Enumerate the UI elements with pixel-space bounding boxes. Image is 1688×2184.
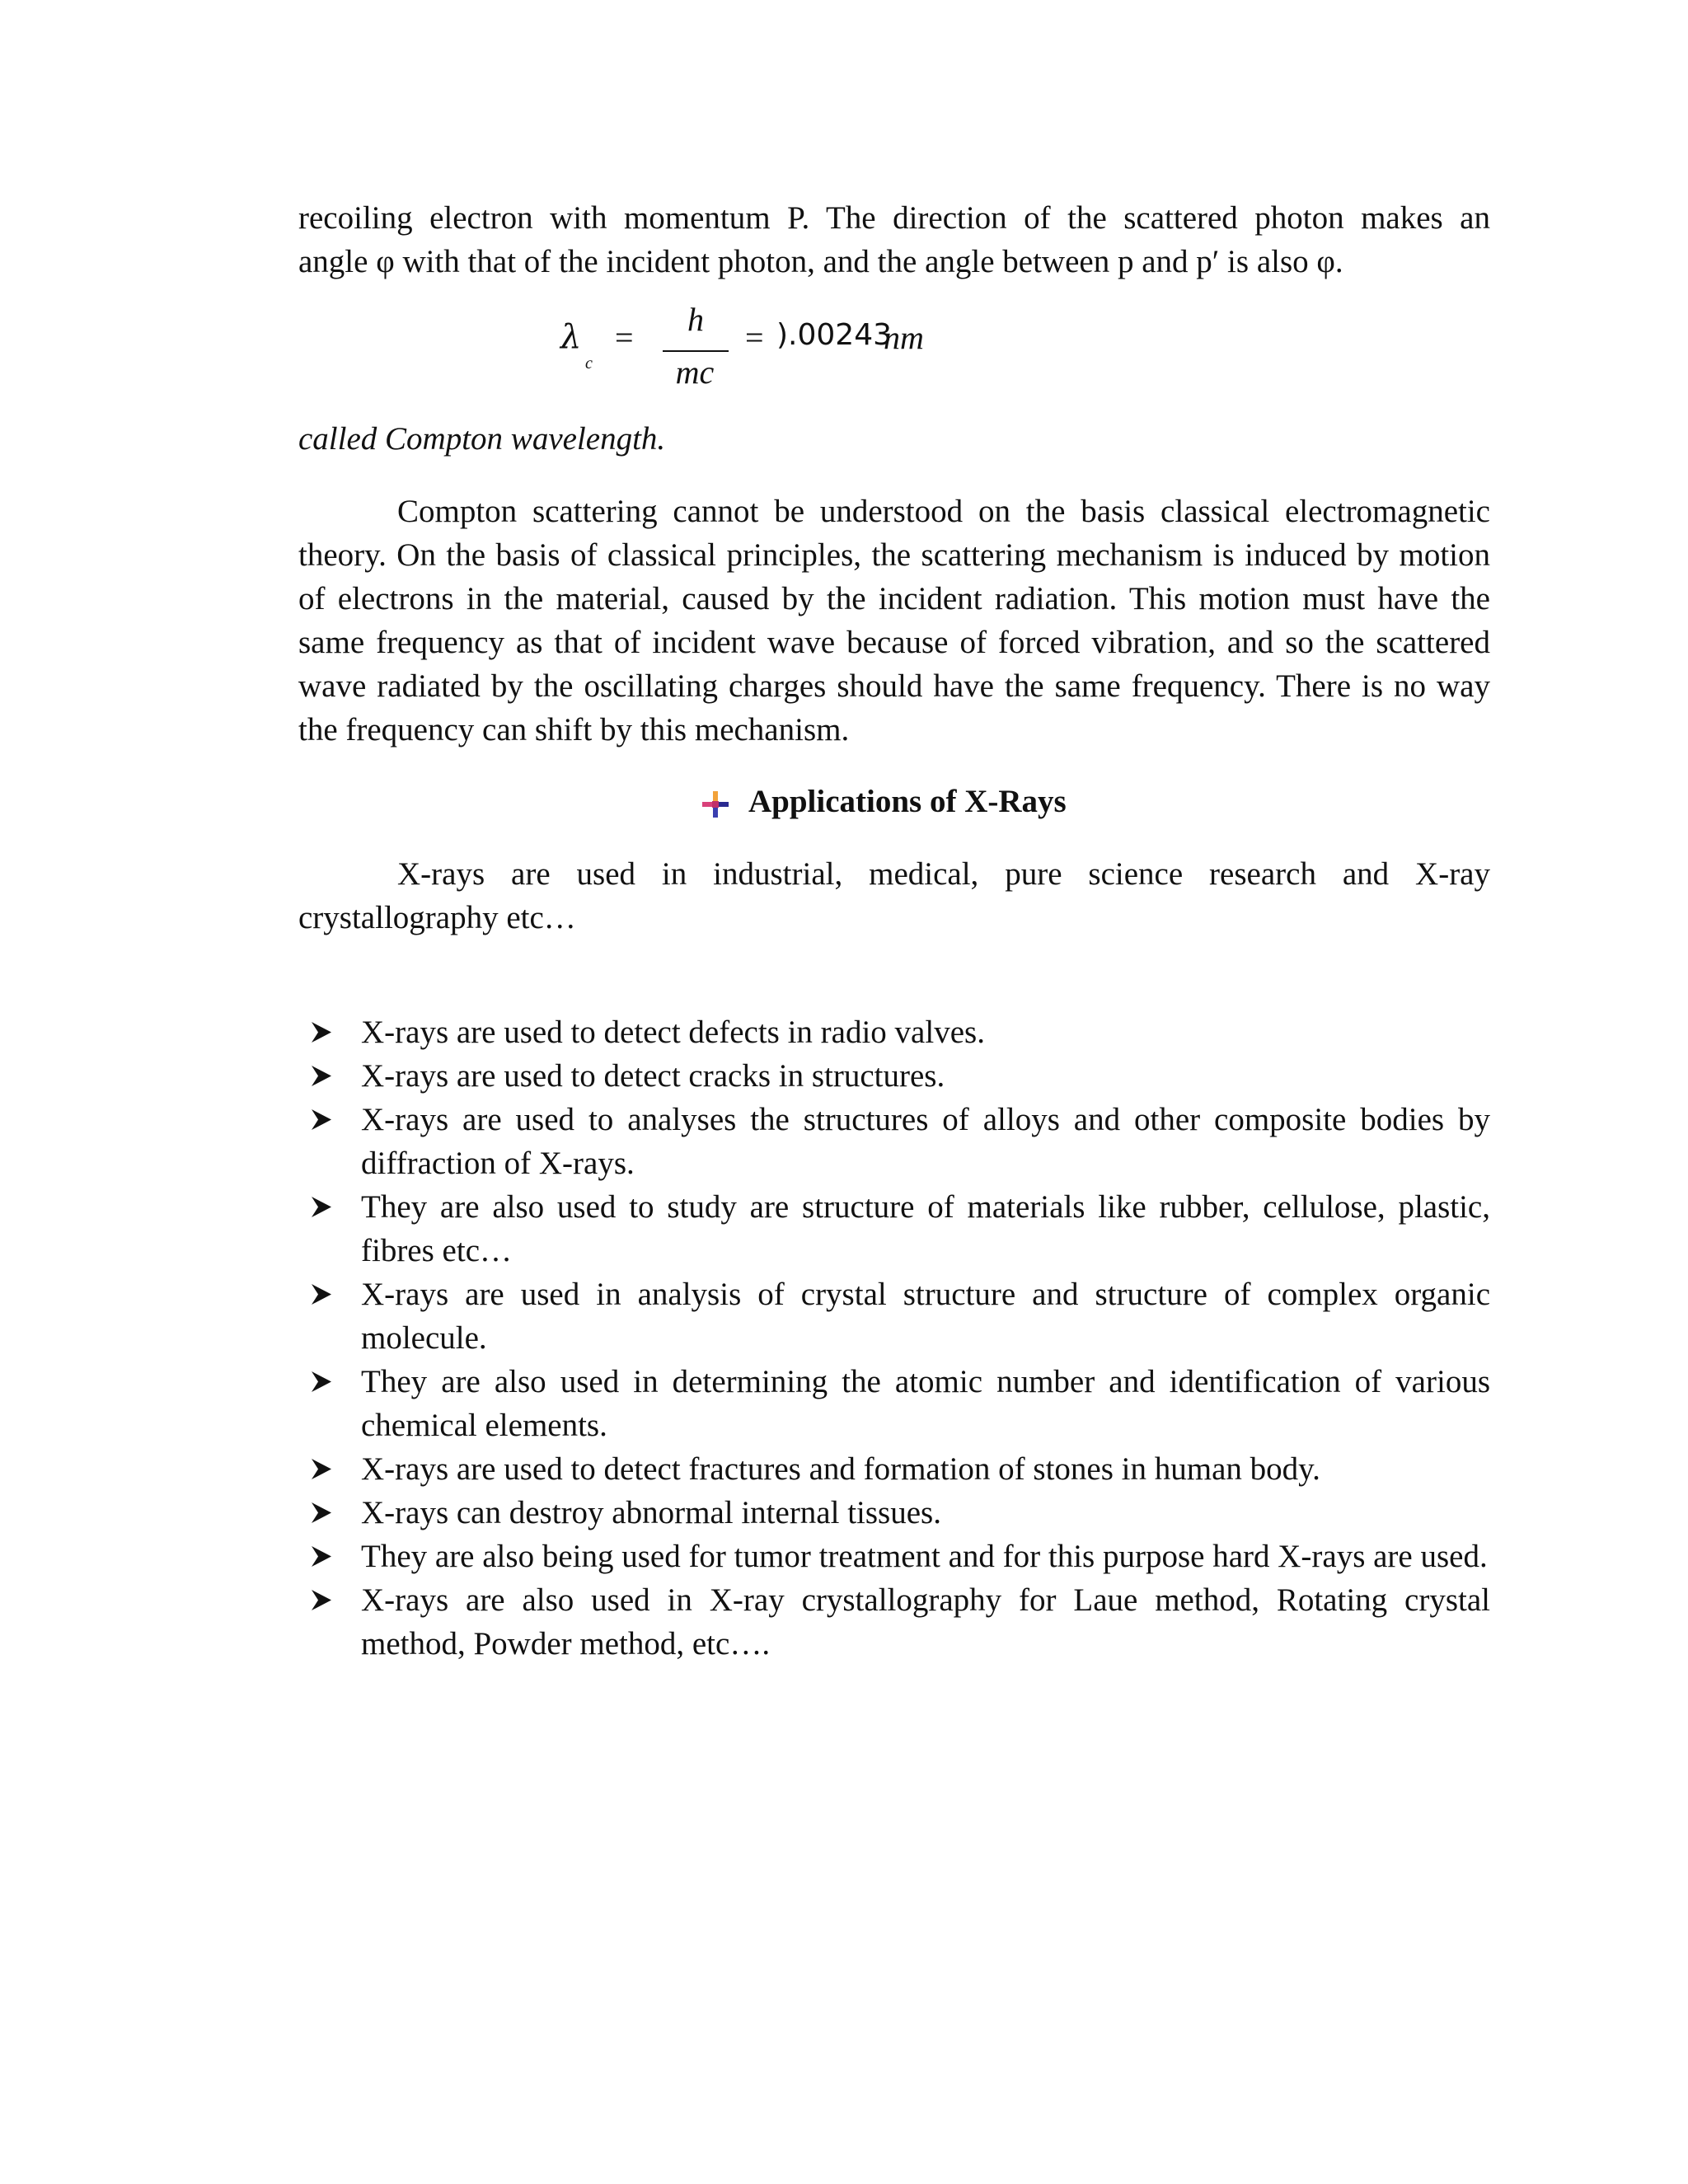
list-item [298, 1185, 1490, 1272]
arrow-bullet-icon [310, 1054, 333, 1098]
compton-wavelength-equation [560, 300, 1055, 399]
list-item-text: They are also being used for tumor treatment and for this purpose hard X-rays are used. [361, 1539, 1488, 1574]
arrow-bullet-icon [310, 1272, 333, 1316]
arrow-bullet-icon [310, 1185, 333, 1229]
equation-caption: called Compton wavelength. [298, 421, 666, 457]
arrow-bullet-icon [310, 1535, 333, 1578]
paragraph-intro-applications: X-rays are used in industrial, medical, pure science research and X-ray crystallography etc… [298, 856, 1490, 935]
list-item-text: They are also used to study are structure of materials like rubber, cellulose, plastic, fibres etc… [361, 1189, 1490, 1268]
list-item-text: X-rays are used in analysis of crystal structure and structure of complex organic molecule. [361, 1277, 1490, 1356]
lambda-symbol: λ [560, 318, 582, 356]
fraction-denominator: mc [675, 354, 715, 391]
list-item [298, 1098, 1490, 1185]
paragraph-compton-recoil [298, 196, 1490, 284]
equals-sign: = [615, 319, 634, 356]
arrow-bullet-icon [310, 1010, 333, 1054]
list-item-text: X-rays are used to analyses the structures of alloys and other composite bodies by diffraction of X-rays. [361, 1102, 1490, 1181]
list-item [298, 1447, 1490, 1491]
arrow-bullet-icon [310, 1578, 333, 1622]
paragraph-line: angle φ with that of the incident photon, and the angle between p and p′ is also φ. [298, 244, 1343, 279]
plus-bullet-icon [701, 787, 730, 817]
list-item [298, 1010, 1490, 1054]
arrow-bullet-icon [310, 1098, 333, 1141]
list-item [298, 1535, 1490, 1578]
arrow-bullet-icon [310, 1491, 333, 1535]
applications-list [298, 1010, 1490, 1666]
list-item-text: X-rays are used to detect defects in radio valves. [361, 1015, 985, 1050]
paragraph-classical-theory: Compton scattering cannot be understood on the basis classical electromagnetic theory. On the basis of classical principles, the scattering mechanism is induced by motion of electrons in the material, caused by the incident radiation. This motion must have the same frequency as that of incident wave because of forced vibration, and so the scattered wave radiated by the oscillating charges should have the same frequency. There is no way the frequency can shift by this mechanism. [298, 494, 1490, 748]
list-item [298, 1578, 1490, 1666]
fraction-bar [663, 350, 729, 352]
section-heading [701, 780, 1067, 823]
list-item [298, 1360, 1490, 1447]
lambda-subscript: c [585, 354, 593, 373]
list-item-text: X-rays are used to detect fractures and formation of stones in human body. [361, 1451, 1320, 1487]
paragraph-line: recoiling electron with momentum P. The direction of the scattered photon makes an [298, 200, 1490, 236]
section-title: Applications of X-Rays [748, 784, 1067, 819]
arrow-bullet-icon [310, 1447, 333, 1491]
equals-sign: = [745, 319, 764, 356]
equation-unit: nm [884, 319, 924, 356]
list-item [298, 1272, 1490, 1360]
list-item-text: They are also used in determining the atomic number and identification of various chemical elements. [361, 1364, 1490, 1443]
list-item-text: X-rays are used to detect cracks in structures. [361, 1058, 945, 1094]
equation-value: ).00243 [776, 318, 893, 352]
list-item [298, 1491, 1490, 1535]
list-item-text: X-rays are also used in X-ray crystallography for Laue method, Rotating crystal method, Powder method, etc…. [361, 1582, 1490, 1661]
list-item [298, 1054, 1490, 1098]
arrow-bullet-icon [310, 1360, 333, 1404]
list-item-text: X-rays can destroy abnormal internal tissues. [361, 1495, 941, 1530]
fraction-numerator: h [687, 301, 704, 338]
